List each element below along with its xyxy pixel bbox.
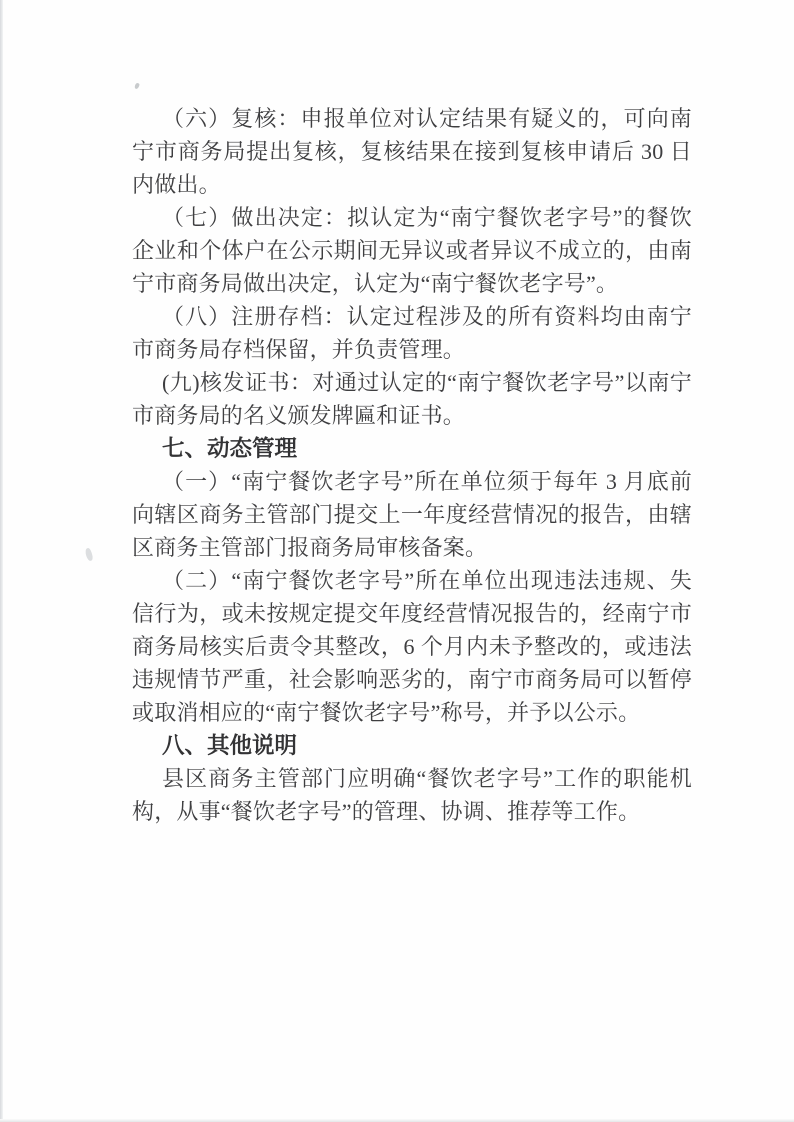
paragraph-annual-report-clause: （一）“南宁餐饮老字号”所在单位须于每年 3 月底前向辖区商务主管部门提交上一年度经营情况的报告，由辖区商务主管部门报商务局审核备案。 [132, 469, 692, 560]
paragraph-decision-clause: （七）做出决定：拟认定为“南宁餐饮老字号”的餐饮企业和个体户在公示期间无异议或者异议不成立的，由南宁市商务局做出决定，认定为“南宁餐饮老字号”。 [132, 205, 692, 296]
scan-speck [84, 547, 94, 561]
paragraph-review-clause: （六）复核：申报单位对认定结果有疑义的，可向南宁市商务局提出复核，复核结果在接到复核申请后 30 日内做出。 [132, 106, 692, 197]
heading-dynamic-management: 七、动态管理 [162, 436, 298, 461]
heading-other-notes: 八、其他说明 [162, 733, 298, 758]
paragraph-certificate-clause: (九)核发证书：对通过认定的“南宁餐饮老字号”以南宁市商务局的名义颁发牌匾和证书。 [132, 370, 692, 428]
document-body [132, 102, 692, 828]
paragraph-archive-clause: （八）注册存档：认定过程涉及的所有资料均由南宁市商务局存档保留，并负责管理。 [132, 304, 692, 362]
paragraph-duties-clause: 县区商务主管部门应明确“餐饮老字号”工作的职能机构，从事“餐饮老字号”的管理、协调、推荐等工作。 [132, 766, 692, 824]
scan-edge-left [0, 0, 3, 1122]
paragraph-violation-clause: （二）“南宁餐饮老字号”所在单位出现违法违规、失信行为，或未按规定提交年度经营情况报告的，经南宁市商务局核实后责令其整改，6 个月内未予整改的，或违法违规情节严重，社会影响恶劣的，南宁市商务局可以暂停或取消相应的“南宁餐饮老字号”称号，并予以公示。 [132, 568, 692, 725]
scan-speck [134, 82, 140, 89]
